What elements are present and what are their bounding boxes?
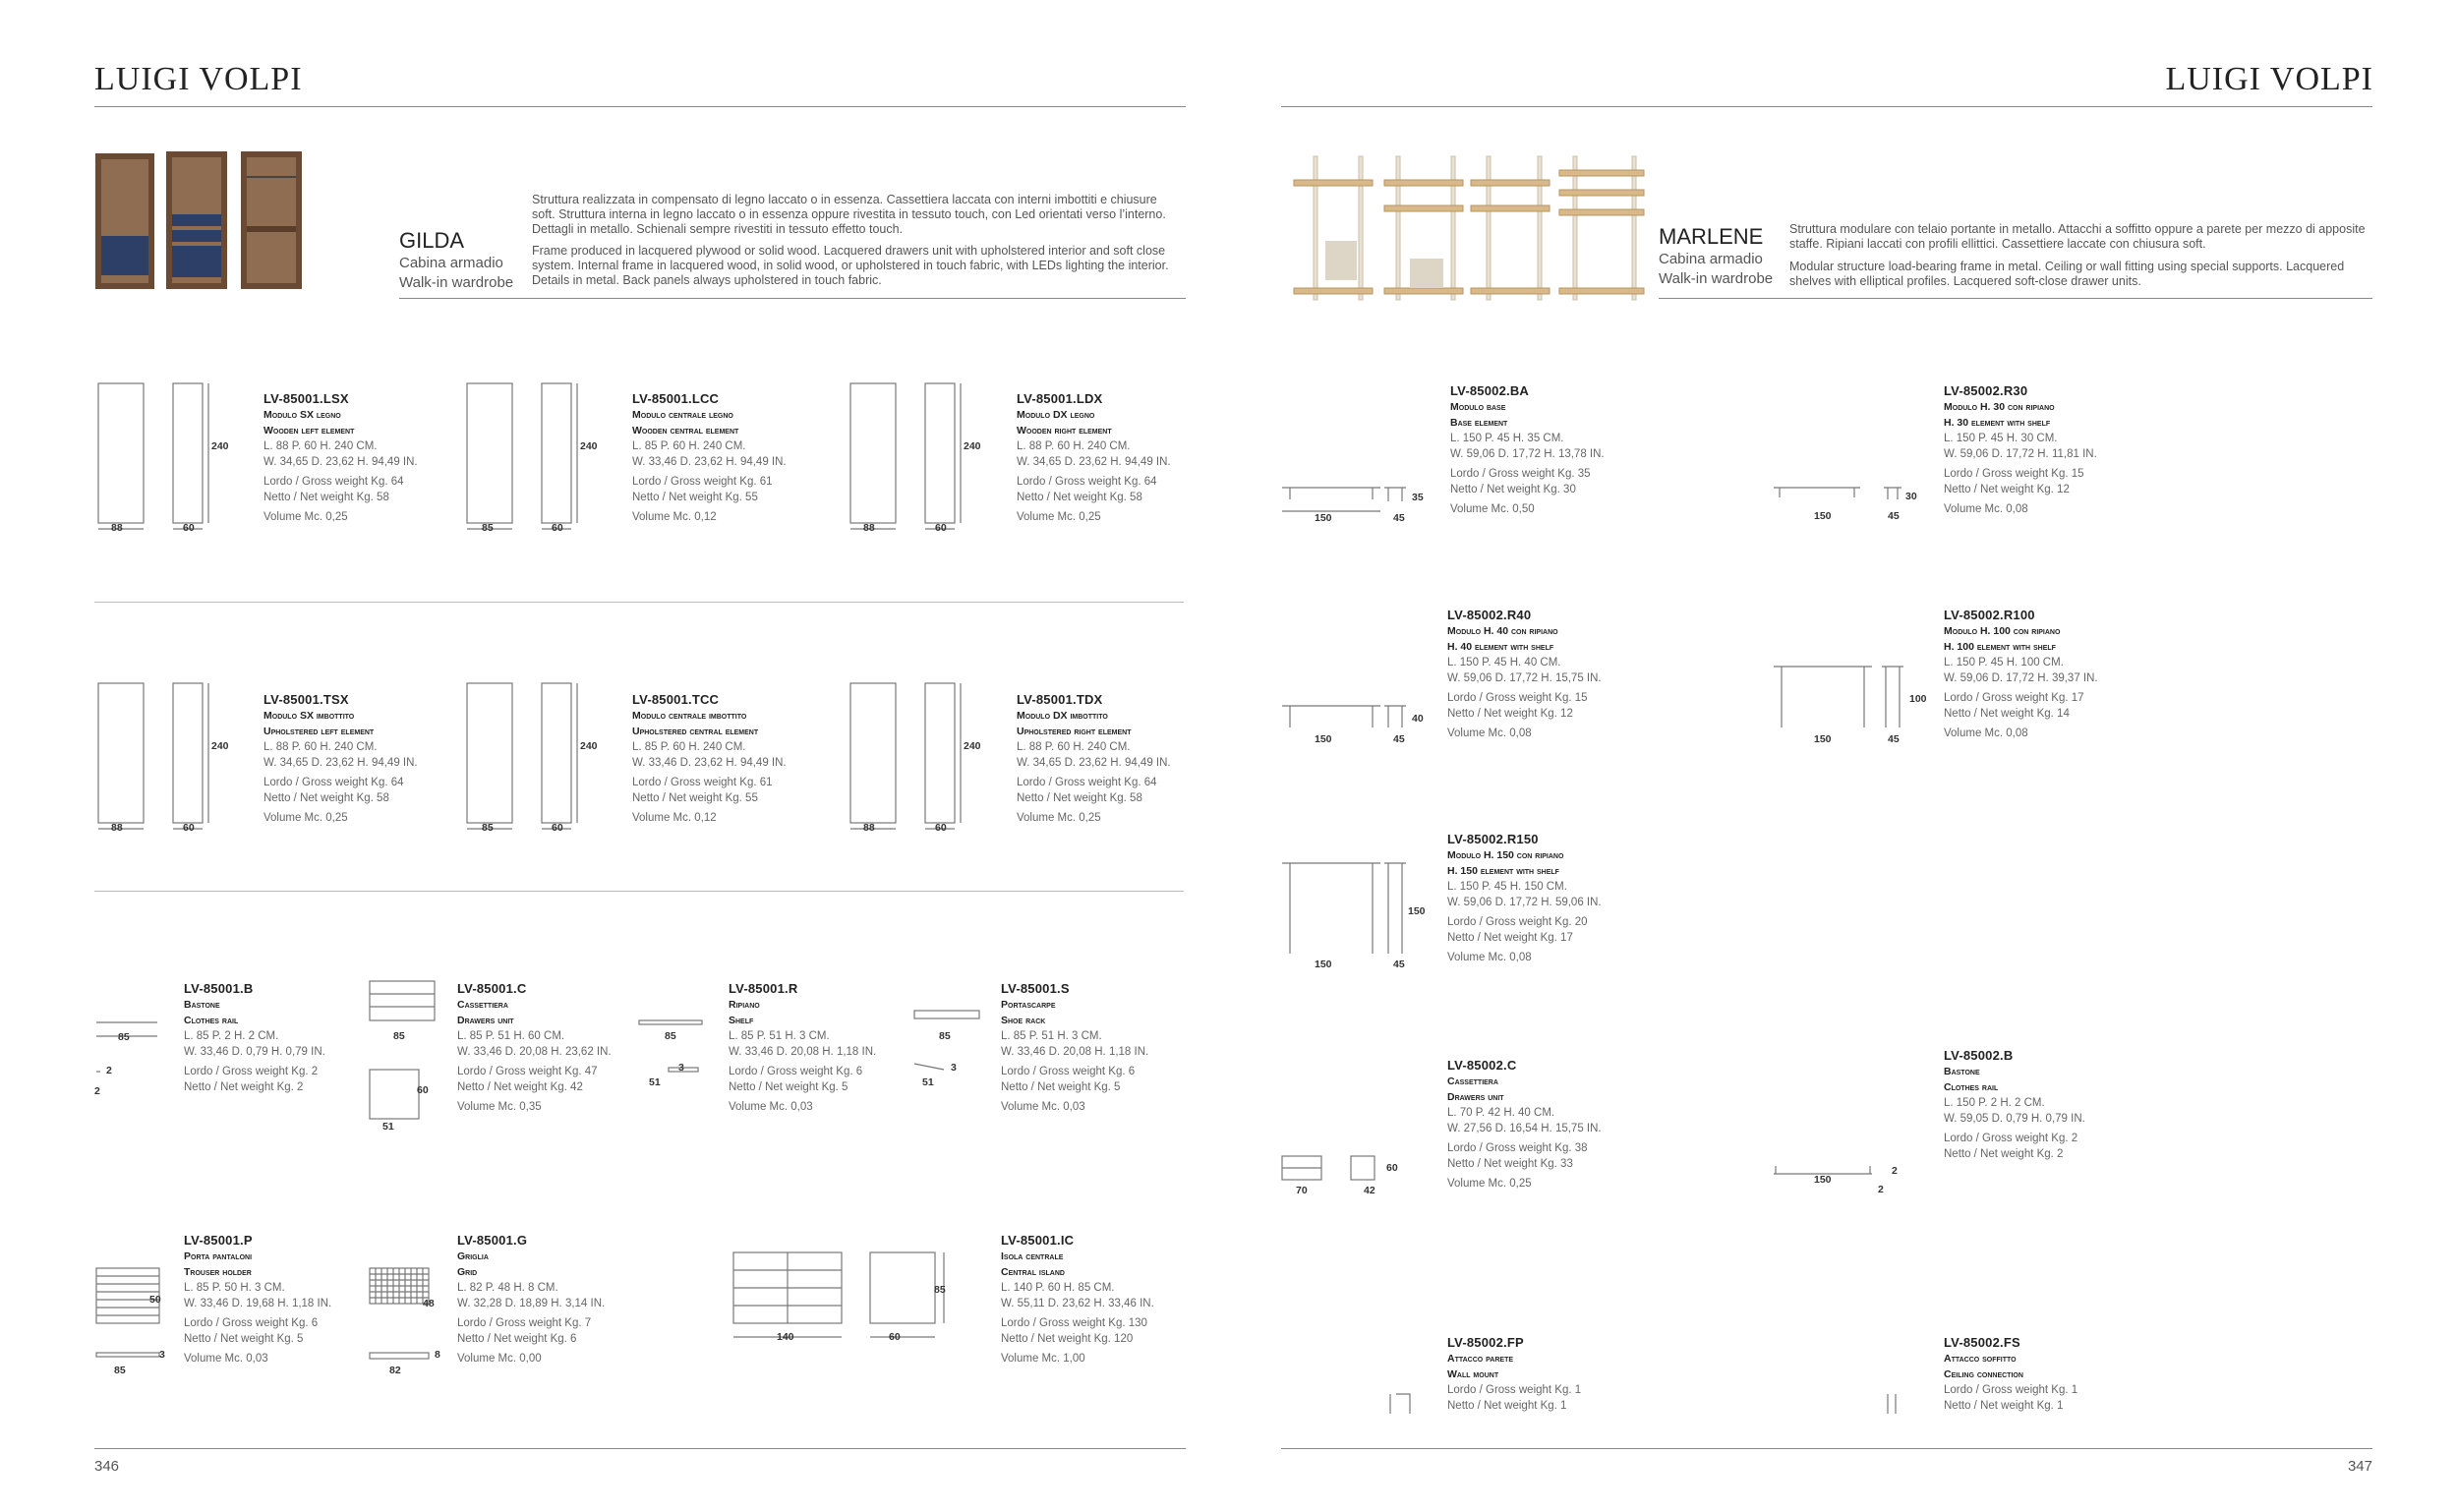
item-b: LV-85001.B Bastone Clothes rail L. 85 P. 2 H. 2 CM. W. 33,46 D. 0,79 H. 0,79 IN. Lordo / Gross weight Kg. 2 Netto / Net weight Kg. 2 — [184, 981, 325, 1093]
dim-tdx-w: 88 — [863, 822, 875, 834]
dim-ic-h: 85 — [934, 1284, 946, 1296]
item-fs: LV-85002.FS Attacco soffitto Ceiling connection Lordo / Gross weight Kg. 1 Netto / Net weight Kg. 1 — [1944, 1335, 2078, 1412]
marlene-desc-en: Modular structure load-bearing frame in metal. Ceiling or wall fitting using special supports. Lacquered shelves with elliptical profiles. Lacquered soft-close drawer units. — [1789, 260, 2345, 288]
drawing-tdx — [850, 683, 961, 829]
item-lcc: LV-85001.LCC Modulo centrale legno Wooden central element L. 85 P. 60 H. 240 CM. W. 33,46 D. 23,62 H. 94,49 IN. Lordo / Gross weight Kg. 61 Netto / Net weight Kg. 55 Volume Mc. 0,12 — [632, 391, 787, 523]
row-divider-2 — [94, 891, 1184, 892]
dim-lsx-d: 60 — [183, 522, 195, 534]
gilda-desc-it: Struttura realizzata in compensato di legno laccato o in essenza. Cassettiera laccata con interni imbottiti e chiusure soft. Struttura interna in legno laccato o in essenza oppure rivestita in tessuto touch, con Led orientati verso l’interno. Dettagli in metallo. Schienali sempre rivestiti in tessuto effetto touch. — [532, 193, 1166, 236]
dim-b2-h: 2 — [1878, 1184, 1884, 1195]
item-r100: LV-85002.R100 Modulo H. 100 con ripiano H. 100 element with shelf L. 150 P. 45 H. 100 CM. W. 59,06 D. 17,72 H. 39,37 IN. Lordo / Gross weight Kg. 17 Netto / Net weight Kg. 14 Volume Mc. 0,08 — [1944, 608, 2098, 739]
dim-g-t: 8 — [435, 1349, 440, 1361]
row-divider-1 — [94, 602, 1184, 603]
drawing-ldx — [850, 383, 961, 529]
item-tsx: LV-85001.TSX Modulo SX imbottito Upholstered left element L. 88 P. 60 H. 240 CM. W. 34,65 D. 23,62 H. 94,49 IN. Lordo / Gross weight Kg. 64 Netto / Net weight Kg. 58 Volume Mc. 0,25 — [263, 692, 418, 824]
drawing-tcc — [467, 683, 577, 829]
dim-b-w: 85 — [118, 1031, 130, 1043]
drawing-lcc — [467, 383, 577, 529]
page-number-left: 346 — [94, 1458, 120, 1475]
dim-tdx-h: 240 — [964, 740, 981, 752]
product-sub-it: Cabina armadio — [1659, 251, 1763, 267]
dim-tdx-d: 60 — [935, 822, 947, 834]
item-tdx: LV-85001.TDX Modulo DX imbottito Upholstered right element L. 88 P. 60 H. 240 CM. W. 34,65 D. 23,62 H. 94,49 IN. Lordo / Gross weight Kg. 64 Netto / Net weight Kg. 58 Volume Mc. 0,25 — [1017, 692, 1171, 824]
brand-right: LUIGI VOLPI — [2165, 61, 2373, 97]
dim-ba-h: 35 — [1412, 492, 1424, 503]
dim-ldx-w: 88 — [863, 522, 875, 534]
dim-b-d: 2 — [106, 1065, 112, 1076]
dim-s-h: 3 — [951, 1062, 957, 1074]
dim-r150-h: 150 — [1408, 905, 1426, 917]
dim-r150-w: 150 — [1315, 959, 1332, 970]
item-fp: LV-85002.FP Attacco parete Wall mount Lordo / Gross weight Kg. 1 Netto / Net weight Kg. 1 — [1447, 1335, 1582, 1412]
dim-r-w: 85 — [665, 1030, 676, 1042]
product-name: GILDA — [399, 228, 465, 253]
item-tcc: LV-85001.TCC Modulo centrale imbottito Upholstered central element L. 85 P. 60 H. 240 CM. W. 33,46 D. 23,62 H. 94,49 IN. Lordo / Gross weight Kg. 61 Netto / Net weight Kg. 55 Volume Mc. 0,12 — [632, 692, 787, 824]
dim-c-w2: 70 — [1296, 1185, 1308, 1196]
dim-ba-d: 45 — [1393, 512, 1405, 524]
dim-r150-d: 45 — [1393, 959, 1405, 970]
gilda-rule — [399, 298, 1186, 299]
product-sub-en: Walk-in wardrobe — [1659, 270, 1774, 287]
dim-lcc-h: 240 — [580, 440, 598, 452]
dim-r100-d: 45 — [1888, 733, 1900, 745]
dim-b2-w: 150 — [1814, 1174, 1832, 1186]
dim-ic-d: 60 — [889, 1331, 901, 1343]
dim-b2-d: 2 — [1892, 1165, 1898, 1177]
dim-g-h: 48 — [423, 1298, 435, 1309]
dim-tsx-h: 240 — [211, 740, 229, 752]
dim-s-d: 51 — [922, 1076, 934, 1088]
item-c2: LV-85002.C Cassettiera Drawers unit L. 70 P. 42 H. 40 CM. W. 27,56 D. 16,54 H. 15,75 IN. Lordo / Gross weight Kg. 38 Netto / Net weight Kg. 33 Volume Mc. 0,25 — [1447, 1058, 1602, 1190]
item-r30: LV-85002.R30 Modulo H. 30 con ripiano H. 30 element with shelf L. 150 P. 45 H. 30 CM. W. 59,06 D. 17,72 H. 11,81 IN. Lordo / Gross weight Kg. 15 Netto / Net weight Kg. 12 Volume Mc. 0,08 — [1944, 383, 2097, 515]
item-ic: LV-85001.IC Isola centrale Central island L. 140 P. 60 H. 85 CM. W. 55,11 D. 23,62 H. 33,46 IN. Lordo / Gross weight Kg. 130 Netto / Net weight Kg. 120 Volume Mc. 1,00 — [1001, 1233, 1154, 1365]
bottom-rule-right — [1281, 1448, 2372, 1449]
bottom-rule-left — [94, 1448, 1186, 1449]
dim-p-h: 50 — [149, 1294, 161, 1306]
gilda-desc-en: Frame produced in lacquered plywood or solid wood. Lacquered drawers unit with upholstered interior and soft close system. Internal frame in lacquered wood, in solid wood, or upholstered in touch fabric, with LEDs lighting the interior. Details in metal. Back panels always upholstered in touch fabric. — [532, 244, 1169, 287]
dim-r-d: 51 — [649, 1076, 661, 1088]
dim-tsx-w: 88 — [111, 822, 123, 834]
dim-c-d: 51 — [382, 1121, 394, 1133]
dim-ic-w: 140 — [777, 1331, 794, 1343]
item-b2: LV-85002.B Bastone Clothes rail L. 150 P. 2 H. 2 CM. W. 59,05 D. 0,79 H. 0,79 IN. Lordo / Gross weight Kg. 2 Netto / Net weight Kg. 2 — [1944, 1048, 2085, 1160]
brand-left: LUIGI VOLPI — [94, 61, 303, 97]
item-ldx: LV-85001.LDX Modulo DX legno Wooden right element L. 88 P. 60 H. 240 CM. W. 34,65 D. 23,62 H. 94,49 IN. Lordo / Gross weight Kg. 64 Netto / Net weight Kg. 58 Volume Mc. 0,25 — [1017, 391, 1171, 523]
dim-p-w: 85 — [114, 1365, 126, 1376]
item-r40: LV-85002.R40 Modulo H. 40 con ripiano H. 40 element with shelf L. 150 P. 45 H. 40 CM. W. 59,06 D. 17,72 H. 15,75 IN. Lordo / Gross weight Kg. 15 Netto / Net weight Kg. 12 Volume Mc. 0,08 — [1447, 608, 1602, 739]
item-ba: LV-85002.BA Modulo base Base element L. 150 P. 45 H. 35 CM. W. 59,06 D. 17,72 H. 13,78 IN. Lordo / Gross weight Kg. 35 Netto / Net weight Kg. 30 Volume Mc. 0,50 — [1450, 383, 1605, 515]
dim-c-w: 85 — [393, 1030, 405, 1042]
dim-tcc-w: 85 — [482, 822, 494, 834]
marlene-photo — [1290, 152, 1654, 310]
dim-b-h: 2 — [94, 1085, 100, 1097]
dim-lsx-w: 88 — [111, 522, 123, 534]
dim-r100-h: 100 — [1909, 693, 1927, 705]
drawing-tsx — [98, 683, 208, 829]
dim-tsx-d: 60 — [183, 822, 195, 834]
marlene-drawings — [1278, 462, 1986, 1445]
dim-lcc-d: 60 — [552, 522, 563, 534]
dim-ba-w: 150 — [1315, 512, 1332, 524]
page-number-right: 347 — [2347, 1458, 2372, 1475]
gilda-title — [399, 228, 513, 293]
item-g: LV-85001.G Griglia Grid L. 82 P. 48 H. 8 CM. W. 32,28 D. 18,89 H. 3,14 IN. Lordo / Gross weight Kg. 7 Netto / Net weight Kg. 6 Volume Mc. 0,00 — [457, 1233, 606, 1365]
marlene-desc-it: Struttura modulare con telaio portante in metallo. Attacchi a soffitto oppure a parete per mezzo di apposite staffe. Ripiani laccati con profili ellittici. Cassettiere laccate con chiusura soft. — [1789, 222, 2366, 251]
dim-r30-w: 150 — [1814, 510, 1832, 522]
dim-r40-w: 150 — [1315, 733, 1332, 745]
product-name: MARLENE — [1659, 224, 1764, 249]
top-rule-left — [94, 106, 1186, 107]
item-c: LV-85001.C Cassettiera Drawers unit L. 85 P. 51 H. 60 CM. W. 33,46 D. 20,08 H. 23,62 IN. Lordo / Gross weight Kg. 47 Netto / Net weight Kg. 42 Volume Mc. 0,35 — [457, 981, 612, 1113]
dim-lsx-h: 240 — [211, 440, 229, 452]
item-lsx: LV-85001.LSX Modulo SX legno Wooden left element L. 88 P. 60 H. 240 CM. W. 34,65 D. 23,62 H. 94,49 IN. Lordo / Gross weight Kg. 64 Netto / Net weight Kg. 58 Volume Mc. 0,25 — [263, 391, 418, 523]
dim-r-h: 3 — [678, 1062, 684, 1074]
top-rule-right — [1281, 106, 2372, 107]
dim-r40-d: 45 — [1393, 733, 1405, 745]
dim-p-t: 3 — [159, 1349, 165, 1361]
drawing-lsx — [98, 383, 208, 529]
item-r: LV-85001.R Ripiano Shelf L. 85 P. 51 H. 3 CM. W. 33,46 D. 20,08 H. 1,18 IN. Lordo / Gross weight Kg. 6 Netto / Net weight Kg. 5 Volume Mc. 0,03 — [729, 981, 877, 1113]
dim-ldx-h: 240 — [964, 440, 981, 452]
item-p: LV-85001.P Porta pantaloni Trouser holder L. 85 P. 50 H. 3 CM. W. 33,46 D. 19,68 H. 1,18 IN. Lordo / Gross weight Kg. 6 Netto / Net weight Kg. 5 Volume Mc. 0,03 — [184, 1233, 332, 1365]
dim-c-h: 60 — [417, 1084, 429, 1096]
product-sub-it: Cabina armadio — [399, 255, 503, 271]
item-s: LV-85001.S Portascarpe Shoe rack L. 85 P. 51 H. 3 CM. W. 33,46 D. 20,08 H. 1,18 IN. Lordo / Gross weight Kg. 6 Netto / Net weight Kg. 5 Volume Mc. 0,03 — [1001, 981, 1149, 1113]
dim-lcc-w: 85 — [482, 522, 494, 534]
dim-c-d2: 42 — [1364, 1185, 1375, 1196]
dim-tcc-d: 60 — [552, 822, 563, 834]
gilda-photo — [93, 147, 310, 300]
dim-ldx-d: 60 — [935, 522, 947, 534]
dim-r30-h: 30 — [1905, 491, 1917, 502]
dim-r100-w: 150 — [1814, 733, 1832, 745]
item-r150: LV-85002.R150 Modulo H. 150 con ripiano H. 150 element with shelf L. 150 P. 45 H. 150 CM. W. 59,06 D. 17,72 H. 59,06 IN. Lordo / Gross weight Kg. 20 Netto / Net weight Kg. 17 Volume Mc. 0,08 — [1447, 832, 1602, 963]
dim-r30-d: 45 — [1888, 510, 1900, 522]
dim-g-w: 82 — [389, 1365, 401, 1376]
dim-tcc-h: 240 — [580, 740, 598, 752]
marlene-rule — [1659, 298, 2372, 299]
dim-c-h2: 60 — [1386, 1162, 1398, 1174]
product-sub-en: Walk-in wardrobe — [399, 274, 514, 291]
dim-r40-h: 40 — [1412, 713, 1424, 725]
dim-s-w: 85 — [939, 1030, 951, 1042]
marlene-title — [1659, 224, 1773, 289]
